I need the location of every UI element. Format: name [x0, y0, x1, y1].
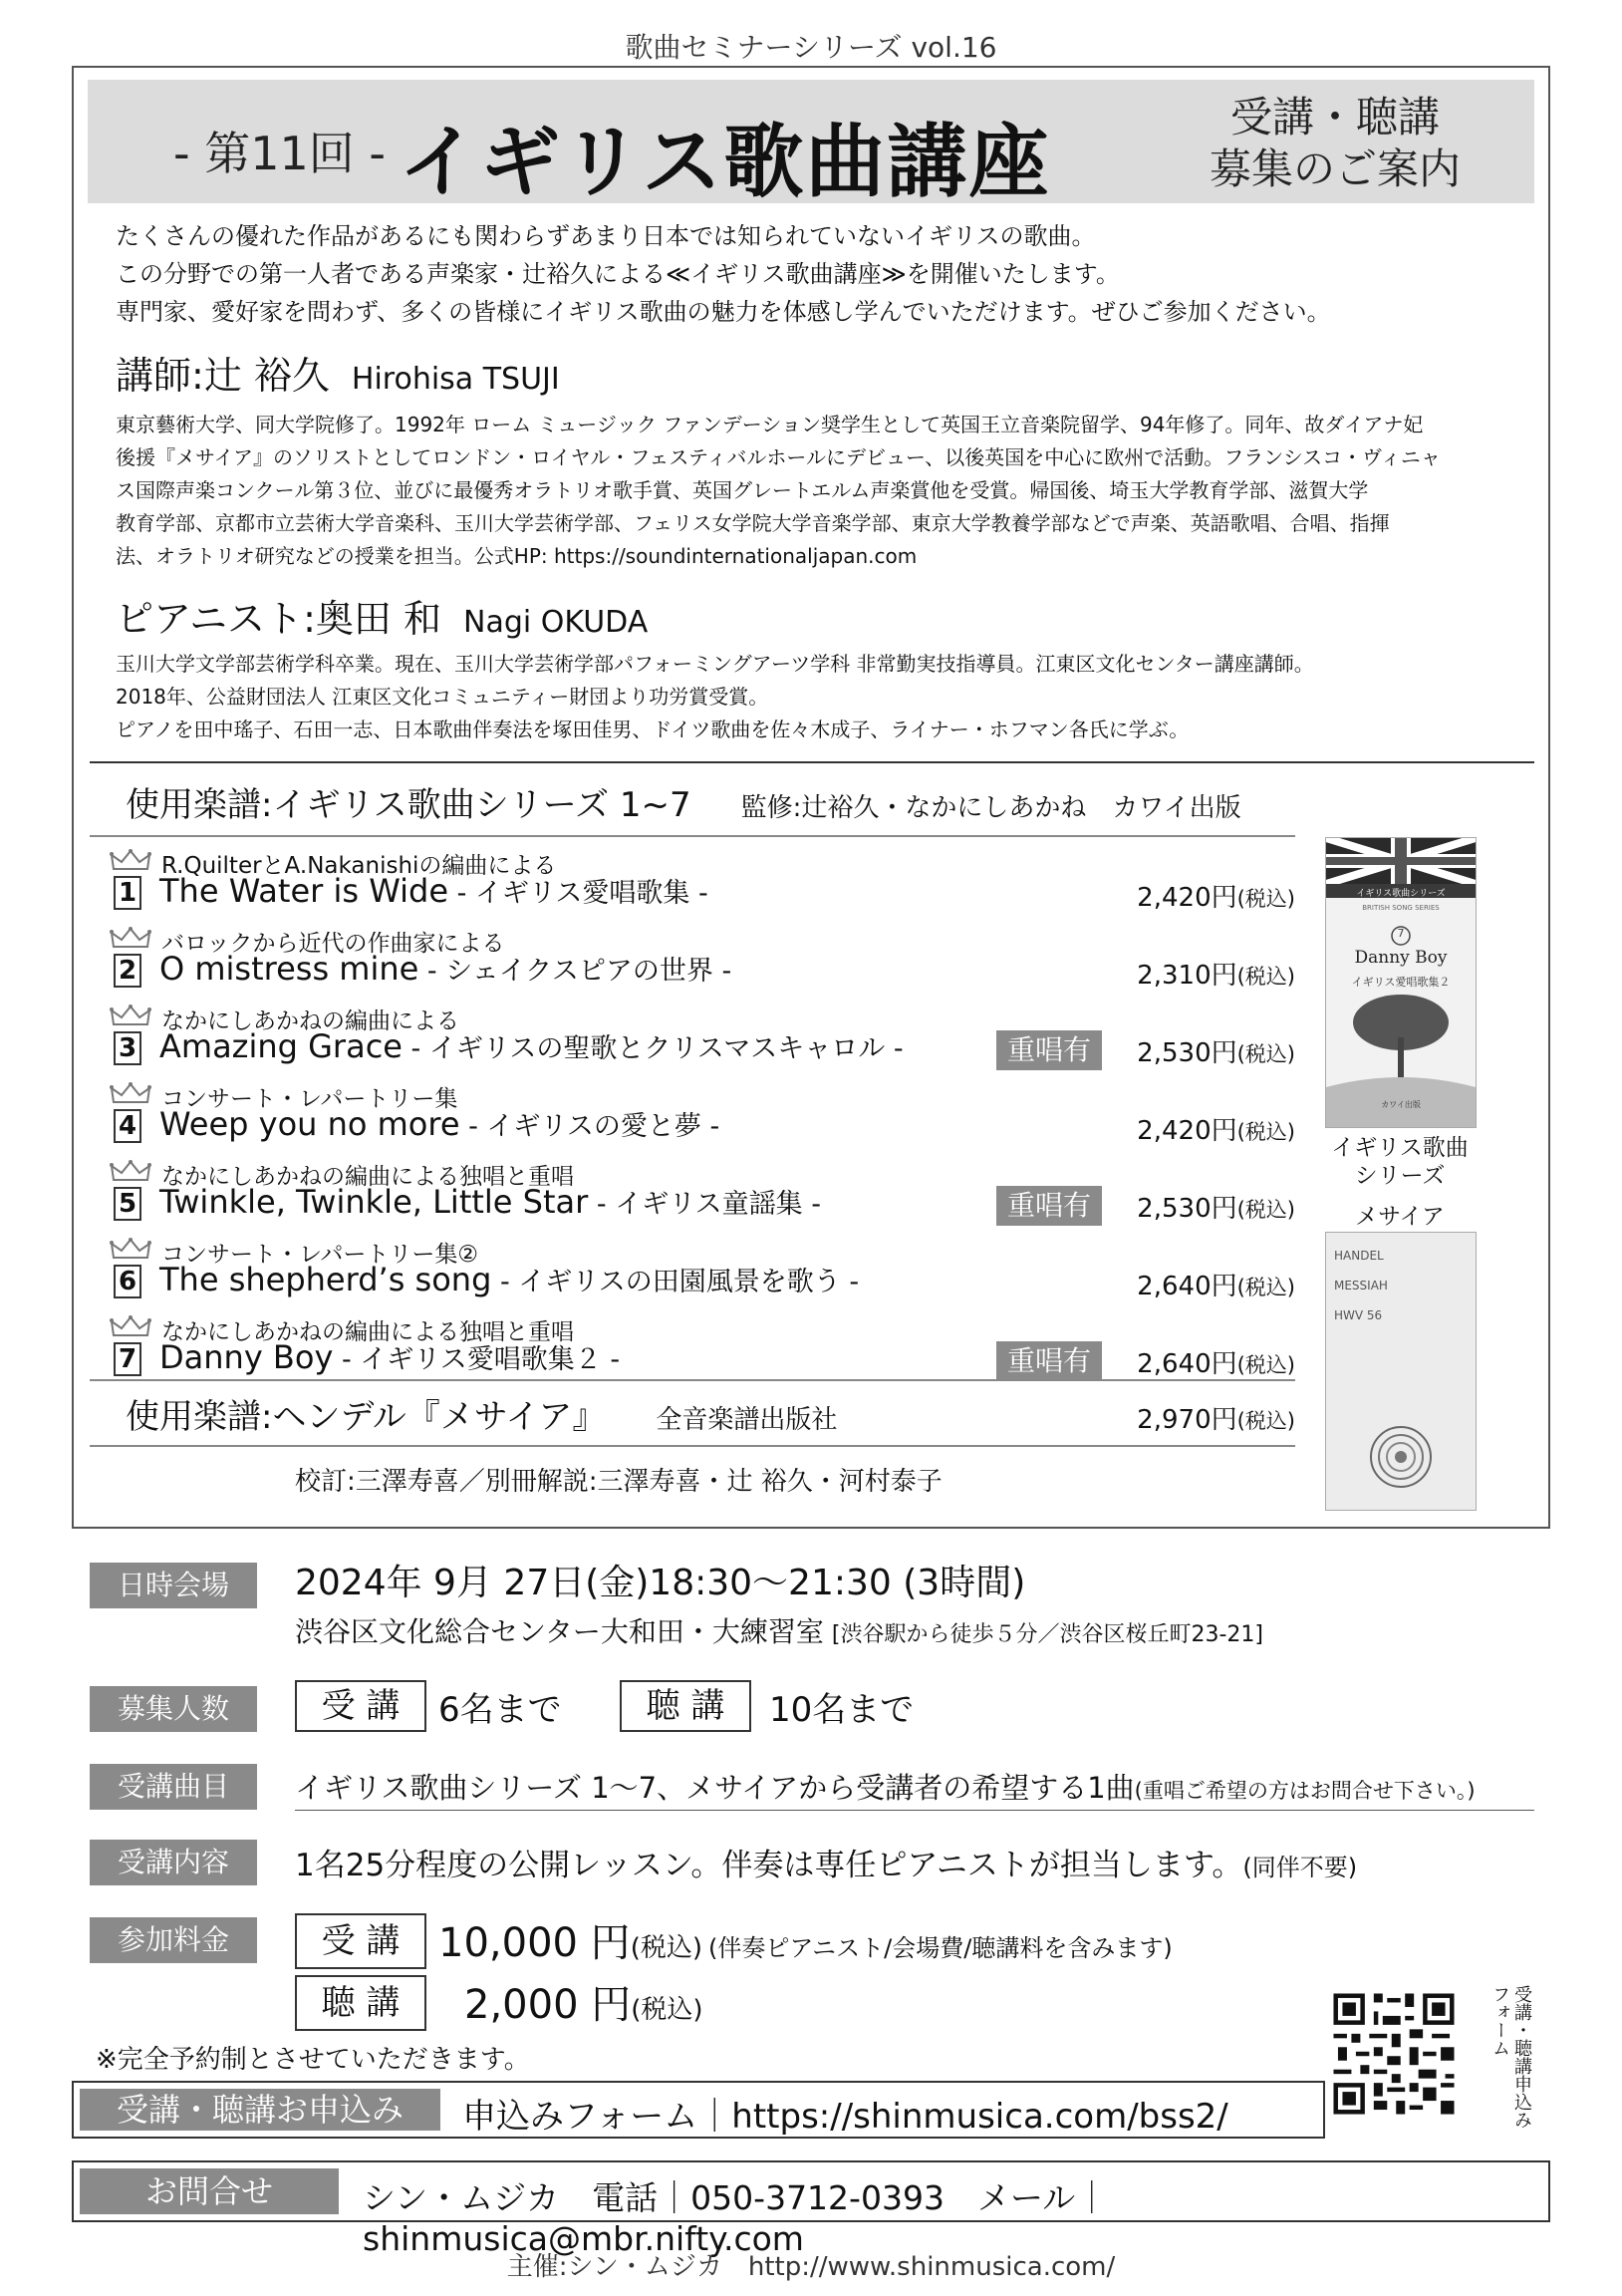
book-price-tax: (税込) [1236, 1198, 1295, 1222]
date-label: 日時会場 [90, 1563, 257, 1608]
songs-main: イギリス歌曲シリーズ 1～7、メサイアから受講者の希望する1曲 [295, 1771, 1135, 1805]
scores-title: 使用楽譜:イギリス歌曲シリーズ 1~7 [126, 785, 691, 825]
content-note: (同伴不要) [1242, 1854, 1358, 1881]
recruit-line-1: 受講・聴講 [1229, 93, 1440, 142]
messiah-title: 使用楽譜:ヘンデル『メサイア』 [126, 1397, 607, 1437]
messiah-caption: メサイア [1355, 1204, 1445, 1230]
book-subtitle: なかにしあかねの編曲による [161, 1008, 459, 1034]
content-main: 1名25分程度の公開レッスン。伴奏は専任ピアニストが担当します。 [295, 1848, 1243, 1883]
book-title [159, 1026, 904, 1065]
divider [90, 1445, 1295, 1447]
book-title-en: O mistress mine [159, 950, 419, 988]
book-row [110, 1004, 1295, 1082]
bio-line: 2018年、公益財団法人 江東区文化コミュニティー財団より功労賞受賞。 [116, 685, 769, 709]
qr-caption: 受講・聴講申込みフォーム [1489, 1985, 1532, 2129]
book-number: 1 [114, 876, 141, 910]
book-price-tax: (税込) [1236, 965, 1295, 989]
pianist-name-en: Nagi OKUDA [463, 605, 649, 640]
divider [90, 1379, 1295, 1381]
lecturer-name: 辻 裕久 [203, 354, 330, 398]
book-title [159, 1104, 719, 1143]
book-title-en: Weep you no more [159, 1105, 460, 1143]
book-price-value: 2,310円 [1137, 961, 1237, 991]
intro-line: この分野での第一人者である声楽家・辻裕久による≪イギリス歌曲講座≫を開催いたします。 [116, 260, 1120, 288]
messiah-cover-image [1325, 1232, 1477, 1511]
fee-audit-box: 聴 講 [295, 1975, 426, 2031]
venue-note: [渋谷駅から徒歩５分／渋谷区桜丘町23-21] [831, 1622, 1263, 1647]
duet-badge: 重唱有 [996, 1341, 1102, 1381]
crown-icon [110, 1004, 151, 1026]
book-price-tax: (税込) [1236, 887, 1295, 911]
fee-attend-tax: (税込) [630, 1933, 702, 1963]
book-number: 3 [114, 1031, 141, 1065]
messiah-cover-line: HWV 56 [1334, 1308, 1383, 1322]
reservation-note: ※完全予約制とさせていただきます。 [96, 2045, 530, 2075]
book-number: 5 [114, 1187, 141, 1221]
crown-icon [110, 1082, 151, 1104]
series-label: 歌曲セミナーシリーズ vol.16 [625, 31, 997, 64]
songs-text [295, 1766, 1476, 1807]
book-title [159, 1182, 821, 1221]
book-number: 4 [114, 1109, 141, 1143]
content-label: 受講内容 [90, 1840, 257, 1885]
fee-audit [464, 1973, 703, 2030]
book-price-value: 2,530円 [1137, 1194, 1237, 1224]
bio-line: 法、オラトリオ研究などの授業を担当。公式HP: https://soundinternationaljapan.com [116, 544, 918, 568]
capacity-label: 募集人数 [90, 1686, 257, 1732]
duet-badge: 重唱有 [996, 1186, 1102, 1226]
book-price-value: 2,640円 [1137, 1349, 1237, 1379]
book-title [159, 949, 731, 988]
cover-jp-title: イギリス愛唱歌集２ [1351, 976, 1451, 989]
fee-attend-note: (伴奏ピアニスト/会場費/聴講料を含みます) [707, 1934, 1173, 1962]
crown-icon [110, 1315, 151, 1337]
book-title-en: The Water is Wide [159, 872, 449, 910]
scores-supervision: 監修:辻裕久・なかにしあかね カワイ出版 [740, 793, 1241, 823]
series-cover-caption [1325, 1134, 1475, 1190]
crown-icon [110, 849, 151, 871]
series-cover-image [1325, 837, 1477, 1128]
book-row [110, 1315, 1295, 1393]
book-title-ja: - イギリス愛唱歌集２ - [333, 1344, 621, 1375]
fee-attend-value: 10,000 円 [438, 1920, 631, 1966]
pianist-bio [116, 648, 1530, 746]
book-subtitle: R.QuilterとA.Nakanishiの編曲による [161, 853, 557, 879]
book-price [1137, 1343, 1295, 1380]
messiah-price-tax: (税込) [1236, 1409, 1295, 1433]
messiah-price [1096, 1399, 1295, 1436]
pianist-role: ピアニスト: [116, 597, 316, 641]
fee-audit-value: 2,000 円 [464, 1982, 632, 2028]
edition-label: - 第11回 - [173, 127, 386, 180]
messiah-publisher: 全音楽譜出版社 [656, 1405, 838, 1435]
lecturer-heading [116, 345, 560, 400]
cover-series-sub: BRITISH SONG SERIES [1362, 904, 1440, 912]
songs-label: 受講曲目 [90, 1764, 257, 1810]
divider [90, 761, 1534, 763]
contact-bar [72, 2160, 1550, 2258]
contact-label: お問合せ [80, 2168, 339, 2214]
book-title-ja: - イギリスの田園風景を歌う - [491, 1267, 860, 1297]
lecturer-role: 講師: [116, 354, 204, 398]
recruit-heading [1186, 92, 1485, 195]
crown-icon [110, 1238, 151, 1260]
lecturer-bio [116, 409, 1530, 573]
book-subtitle: コンサート・レパートリー集② [161, 1242, 479, 1268]
contact-text[interactable]: シン・ムジカ 電話｜050-3712-0393 メール｜shinmusica@mbr.nifty.com [363, 2178, 1109, 2258]
crown-icon [110, 1160, 151, 1182]
book-title-en: Twinkle, Twinkle, Little Star [159, 1183, 589, 1221]
book-number: 6 [114, 1265, 141, 1298]
book-price [1137, 1188, 1295, 1225]
footer: 主催:シン・ムジカ http://www.shinmusica.com/ [506, 2252, 1116, 2282]
book-number: 7 [114, 1342, 141, 1376]
page-title: イギリス歌曲講座 [399, 116, 1051, 208]
audit-box: 聴 講 [620, 1680, 751, 1732]
scores-heading [126, 777, 1241, 826]
book-price-tax: (税込) [1236, 1120, 1295, 1144]
fee-attend [438, 1911, 1173, 1968]
messiah-price-value: 2,970円 [1137, 1405, 1237, 1435]
bio-line: 後援『メサイア』のソリストとしてロンドン・ロイヤル・フェスティバルホールにデビュー、以後英国を中心に欧州で活動。フランシスコ・ヴィニャ [116, 445, 1441, 469]
recruit-line-2: 募集のご案内 [1209, 144, 1461, 193]
qr-code-icon[interactable] [1329, 1989, 1459, 2119]
messiah-cover-text [1334, 1241, 1388, 1330]
book-subtitle: バロックから近代の作曲家による [161, 931, 505, 957]
messiah-cover-line: MESSIAH [1334, 1279, 1388, 1292]
divider [295, 1810, 1534, 1811]
book-title [159, 871, 708, 910]
messiah-heading [126, 1389, 837, 1438]
cover-caption-line: シリーズ [1354, 1163, 1446, 1189]
book-price [1137, 1266, 1295, 1302]
intro-line: たくさんの優れた作品があるにも関わらずあまり日本では知られていないイギリスの歌曲。 [116, 222, 1096, 250]
book-price [1137, 877, 1295, 914]
book-title-ja: - イギリスの愛と夢 - [459, 1111, 720, 1142]
book-price [1137, 955, 1295, 992]
book-title-en: Danny Boy [159, 1338, 334, 1376]
book-title-ja: - イギリスの聖歌とクリスマスキャロル - [402, 1033, 904, 1064]
audit-capacity: 10名まで [769, 1690, 915, 1730]
book-price-value: 2,530円 [1137, 1038, 1237, 1068]
book-row [110, 927, 1295, 1004]
book-row [110, 849, 1295, 927]
fee-attend-box: 受 講 [295, 1913, 426, 1969]
intro-text [116, 217, 1331, 331]
book-row [110, 1238, 1295, 1315]
book-title-en: The shepherd’s song [159, 1261, 492, 1298]
cover-title: Danny Boy [1354, 948, 1448, 968]
apply-label: 受講・聴講お申込み [80, 2089, 440, 2131]
book-title [159, 1260, 859, 1298]
book-price-tax: (税込) [1236, 1042, 1295, 1066]
book-price-tax: (税込) [1236, 1276, 1295, 1299]
content-text [295, 1840, 1357, 1884]
duet-badge: 重唱有 [996, 1030, 1102, 1070]
attend-box: 受 講 [295, 1680, 426, 1732]
book-price [1137, 1032, 1295, 1069]
book-title-ja: - イギリス愛唱歌集 - [448, 878, 708, 909]
book-number: 2 [114, 954, 141, 988]
bio-line: ス国際声楽コンクール第３位、並びに最優秀オラトリオ歌手賞、英国グレートエルム声楽賞他を受賞。帰国後、埼玉大学教育学部、滋賀大学 [116, 478, 1369, 502]
cover-publisher: カワイ出版 [1381, 1100, 1421, 1109]
book-price-value: 2,420円 [1137, 1116, 1237, 1146]
fee-label: 参加料金 [90, 1917, 257, 1963]
cover-caption-line: イギリス歌曲 [1331, 1135, 1469, 1161]
book-subtitle: なかにしあかねの編曲による独唱と重唱 [161, 1319, 574, 1345]
book-price-value: 2,640円 [1137, 1272, 1237, 1301]
bio-line: 教育学部、京都市立芸術大学音楽科、玉川大学芸術学部、フェリス女学院大学音楽学部、東京大学教養学部などで声楽、英語歌唱、合唱、指揮 [116, 511, 1390, 535]
divider [90, 835, 1295, 837]
book-price [1137, 1110, 1295, 1147]
book-subtitle: なかにしあかねの編曲による独唱と重唱 [161, 1164, 574, 1190]
bio-line: 東京藝術大学、同大学院修了。1992年 ローム ミュージック ファンデーション奨学生として英国王立音楽院留学、94年修了。同年、故ダイアナ妃 [116, 413, 1424, 436]
book-row [110, 1160, 1295, 1238]
book-title-ja: - イギリス童謡集 - [588, 1189, 821, 1220]
venue-name: 渋谷区文化総合センター大和田・大練習室 [295, 1615, 824, 1648]
cover-series-num: 7 [1397, 927, 1405, 940]
book-row [110, 1082, 1295, 1160]
venue [295, 1610, 1263, 1650]
book-title-ja: - シェイクスピアの世界 - [418, 956, 732, 987]
fee-audit-tax: (税込) [631, 1995, 703, 2025]
book-title [159, 1337, 620, 1376]
book-price-value: 2,420円 [1137, 883, 1237, 913]
intro-line: 専門家、愛好家を問わず、多くの皆様にイギリス歌曲の魅力を体感し学んでいただけます。ぜひご参加ください。 [116, 298, 1331, 326]
book-title-en: Amazing Grace [159, 1027, 403, 1065]
apply-link[interactable]: 申込みフォーム｜https://shinmusica.com/bss2/ [462, 2097, 1228, 2137]
pianist-heading [116, 588, 648, 643]
bio-line: ピアノを田中瑤子、石田一志、日本歌曲伴奏法を塚田佳男、ドイツ歌曲を佐々木成子、ライナー・ホフマン各氏に学ぶ。 [116, 718, 1190, 741]
bio-line: 玉川大学文学部芸術学科卒業。現在、玉川大学芸術学部パフォーミングアーツ学科 非常勤実技指導員。江東区文化センター講座講師。 [116, 652, 1314, 676]
songs-note: (重唱ご希望の方はお問合せ下さい。) [1134, 1779, 1476, 1803]
pianist-name: 奥田 和 [315, 597, 441, 641]
book-price-tax: (税込) [1236, 1353, 1295, 1377]
messiah-emblem-icon [1366, 1422, 1436, 1492]
event-date: 2024年 9月 27日(金)18:30～21:30 (3時間) [295, 1563, 1026, 1603]
lecturer-name-en: Hirohisa TSUJI [351, 362, 560, 397]
messiah-credits: 校訂:三澤寿喜／別冊解説:三澤寿喜・辻 裕久・河村泰子 [295, 1467, 943, 1497]
crown-icon [110, 927, 151, 949]
cover-series-top: イギリス歌曲シリーズ [1356, 889, 1446, 899]
messiah-cover-line: HANDEL [1334, 1249, 1384, 1263]
apply-bar [72, 2081, 1325, 2139]
book-subtitle: コンサート・レパートリー集 [161, 1086, 458, 1112]
attend-capacity: 6名まで [438, 1690, 562, 1730]
